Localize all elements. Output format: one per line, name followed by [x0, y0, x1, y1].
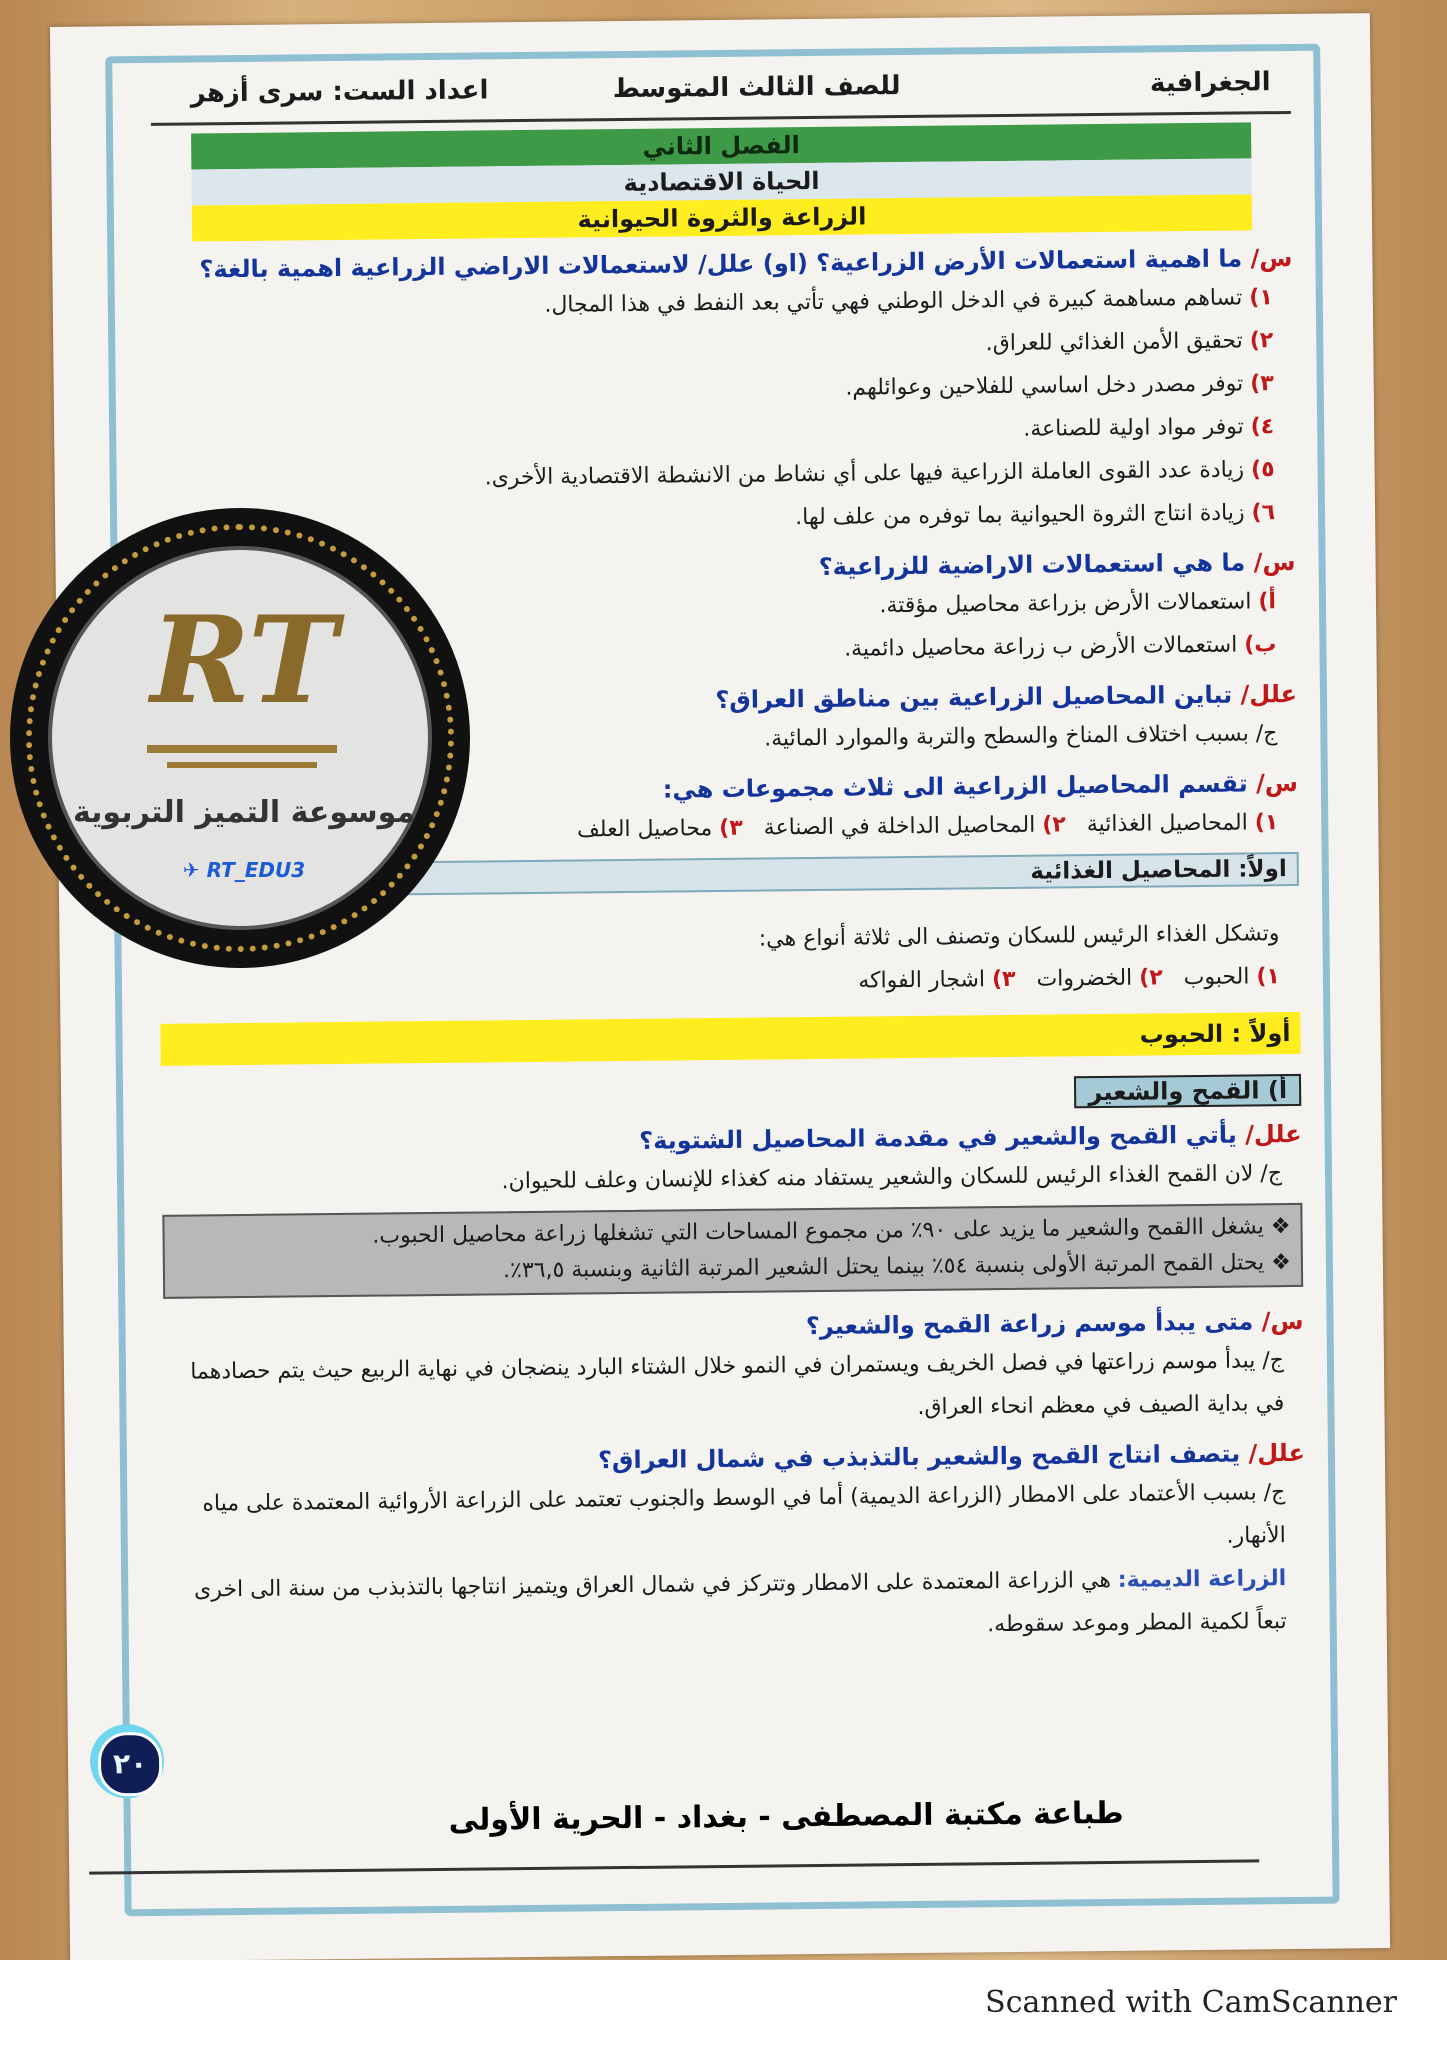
food-intro: وتشكل الغذاء الرئيس للسكان وتصنف الى ثلاثة أنواع هي:: [758, 921, 1280, 952]
page-header: [150, 59, 1290, 121]
answer-text: ج/ بسبب الأعتماد على الامطار (الزراعة الديمية) أما في الوسط والجنوب تعتمد على الزراعة الأروائية المعتمدة على مياه الأنهار.: [202, 1480, 1286, 1549]
author-label: اعداد الست: سرى أزهر: [190, 75, 489, 109]
list-item: ب) استعمالات الأرض ب زراعة محاصيل دائمية.: [843, 632, 1277, 662]
question-2: س/ ما هي استعمالات الاراضية للزراعية؟: [818, 547, 1296, 581]
wheat-barley-tag: أ) القمح والشعير: [1074, 1074, 1301, 1108]
question-5: علل/ يأتي القمح والشعير في مقدمة المحاصيل الشتوية؟: [639, 1119, 1302, 1155]
list-item: ٢) تحقيق الأمن الغذائي للعراق.: [985, 328, 1274, 357]
definition-text: هي الزراعة المعتمدة على الامطار وتتركز في شمال العراق ويتميز انتاجها بالتذبذب من سنة الى اخرى تبعاً لكمية المطر وموعد سقوطه.: [193, 1567, 1287, 1638]
watermark-logo: [10, 508, 470, 968]
question-4: س/ تقسم المحاصيل الزراعية الى ثلاث مجموعات هي:: [662, 768, 1299, 804]
question-6: س/ متى يبدأ موسم زراعة القمح والشعير؟: [805, 1306, 1304, 1341]
logo-monogram: RT: [150, 590, 338, 731]
logo-handle: ✈ RT_EDU3: [182, 858, 306, 882]
list-item: ٥) زيادة عدد القوى العاملة الزراعية فيها على أي نشاط من الانشطة الاقتصادية الأخرى.: [484, 457, 1275, 491]
logo-inner: [48, 546, 432, 930]
definition-term: الزراعة الديمية:: [1117, 1566, 1287, 1593]
answer-text: ج/ بسبب اختلاف المناخ والسطح والتربة والموارد المائية.: [764, 721, 1278, 752]
worksheet-page: [50, 13, 1390, 1962]
printer-credit: طباعة مكتبة المصطفى - بغداد - الحرية الأولى: [448, 1795, 1124, 1838]
list-item: ٤) توفر مواد اولية للصناعة.: [1023, 414, 1275, 442]
logo-bar: [147, 745, 337, 753]
list-item: ١) المحاصيل الغذائية ٢) المحاصيل الداخلة في الصناعة ٣) محاصيل العلف: [576, 810, 1279, 843]
logo-name: موسوعة التميز التربوية: [72, 795, 416, 830]
chapter-band: الفصل الثاني: [191, 122, 1251, 169]
list-item: ١) الحبوب ٢) الخضروات ٣) اشجار الفواكه: [858, 964, 1281, 994]
list-item: أ) استعمالات الأرض بزراعة محاصيل مؤقتة.: [879, 589, 1277, 619]
list-item: ٦) زيادة انتاج الثروة الحيوانية بما توفره من علف لها.: [795, 500, 1276, 531]
fact-line: ❖ يشغل االقمح والشعير ما يزيد على ٩٠٪ من مجموع المساحات التي تشغلها زراعة محاصيل الحبوب.: [372, 1214, 1291, 1249]
topic-band: الزراعة والثروة الحيوانية: [192, 194, 1252, 241]
question-7: علل/ يتصف انتاج القمح والشعير بالتذبذب في شمال العراق؟: [597, 1438, 1306, 1475]
list-item: ١) تساهم مساهمة كبيرة في الدخل الوطني فهي تأتي بعد النفط في هذا المجال.: [544, 285, 1273, 318]
economic-life-band: الحياة الاقتصادية: [191, 158, 1251, 205]
subject-label: الجغرافية: [1149, 67, 1271, 99]
section-food-crops: اولاً: المحاصيل الغذائية: [159, 852, 1299, 898]
answer-text: ج/ لان القمح الغذاء الرئيس للسكان والشعير يستفاد منه كغذاء للإنسان وعلف للحيوان.: [501, 1161, 1283, 1195]
page-number: ٢٠: [98, 1732, 163, 1797]
facts-box: [162, 1203, 1303, 1299]
question-mark: س/: [1250, 243, 1293, 273]
grains-title: أولاً : الحبوب: [160, 1012, 1300, 1066]
wheat-tag-row: [161, 1074, 1301, 1118]
definition: [166, 1557, 1307, 1655]
list-item: ٣) توفر مصدر دخل اساسي للفلاحين وعوائلهم.: [845, 371, 1274, 401]
fact-line: ❖ يحتل القمح المرتبة الأولى بنسبة ٥٤٪ بينما يحتل الشعير المرتبة الثانية وبنسبة ٣٦,٥٪.: [502, 1250, 1292, 1284]
question-text: ما اهمية استعمالات الأرض الزراعية؟ (او) علل/ لاستعمالات الاراضي الزراعية اهمية بالغة؟: [199, 244, 1243, 284]
answer-text: ج/ يبدأ موسم زراعتها في فصل الخريف ويستمران في النمو خلال الشتاء البارد ينضجان في نهاية الربيع حيث يتم حصادهما في بداية الصيف في معظم انحاء العراق.: [190, 1348, 1285, 1420]
question-3: علل/ تباين المحاصيل الزراعية بين مناطق العراق؟: [715, 679, 1298, 715]
grade-label: للصف الثالث المتوسط: [612, 71, 901, 105]
logo-bar: [167, 762, 317, 768]
scanner-label: Scanned with CamScanner: [985, 1985, 1397, 2020]
